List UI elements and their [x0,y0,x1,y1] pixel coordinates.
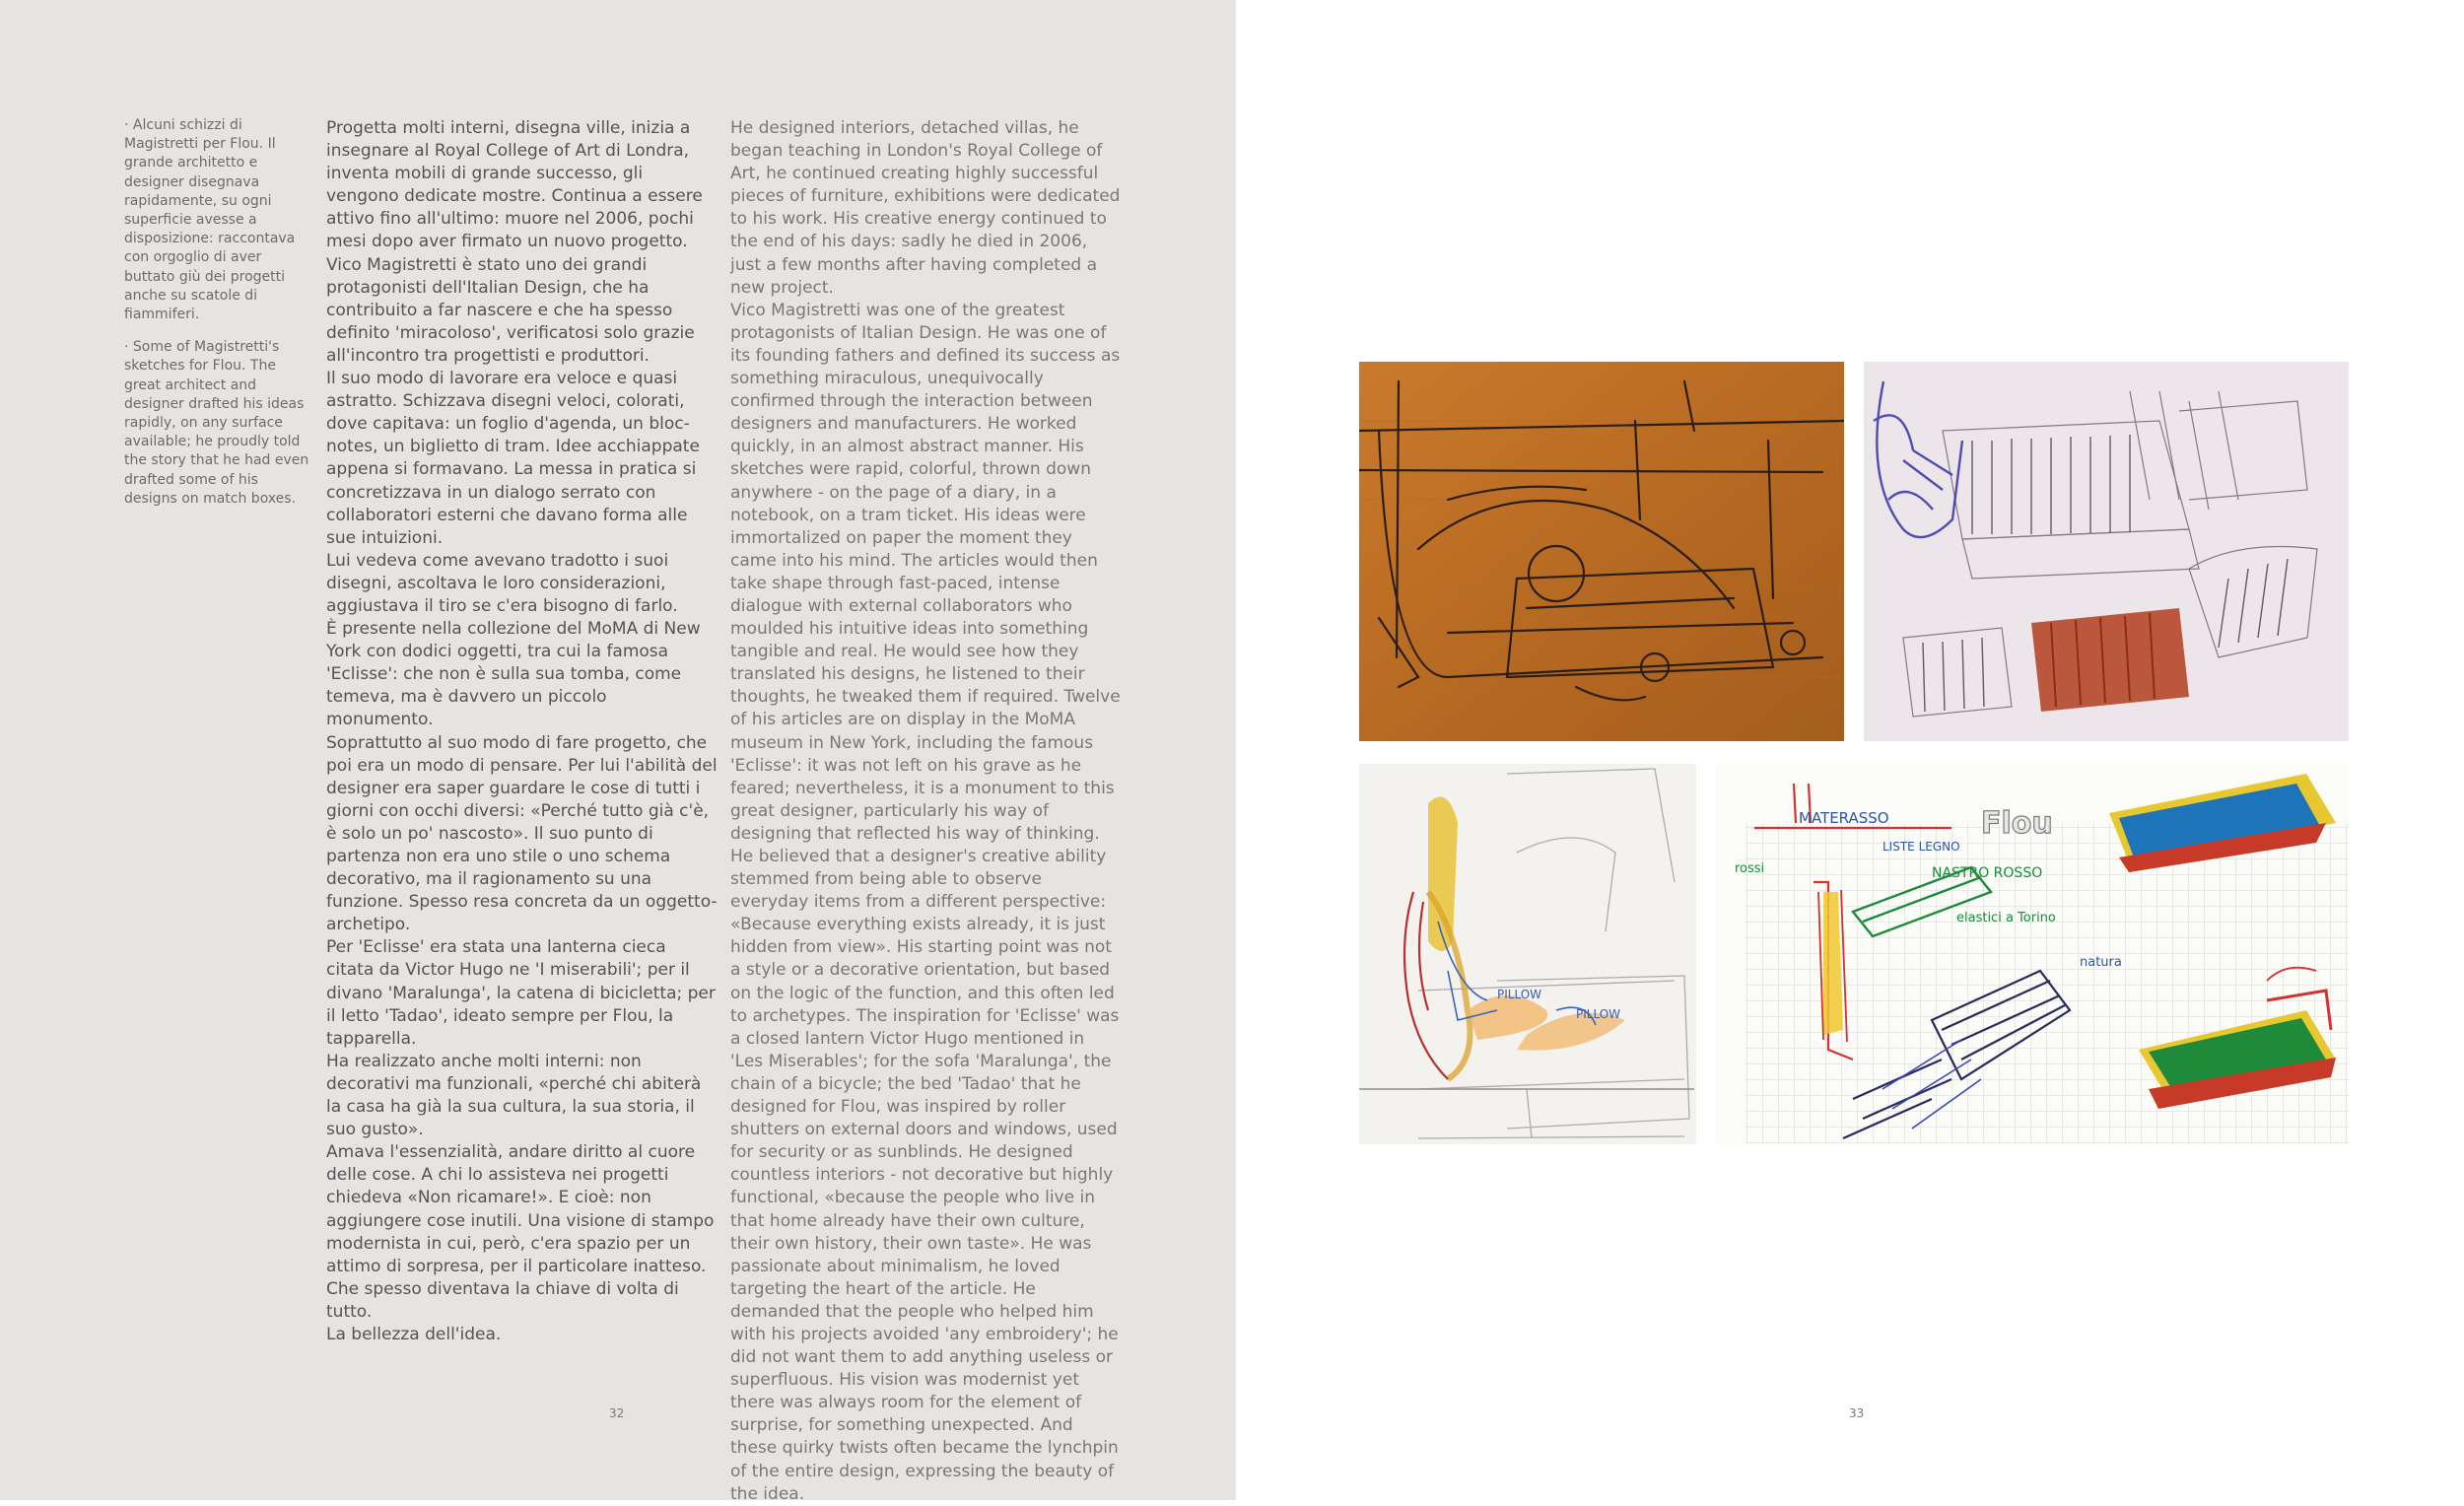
italian-paragraph: È presente nella collezione del MoMA di New York con dodici oggetti, tra cui la famosa 'Eclisse': che non è sulla sua tomba, come temeva, ma è davvero un piccolo monumento. [326,619,701,730]
italian-paragraph: Progetta molti interni, disegna ville, inizia a insegnare al Royal College of Art di Londra, inventa mobili di grande successo, gli vengono dedicate mostre. Continua a essere attivo fino all'ultimo: muore nel 2006, pochi mesi dopo aver firmato un nuovo progetto. [326,118,703,252]
italian-paragraph: Per 'Eclisse' era stata una lanterna cieca citata da Victor Hugo ne 'I miserabili'; per il divano 'Maralunga', la catena di bicicletta; per il letto 'Tadao', ideato sempre per Flou, la tapparella. [326,937,716,1049]
flou-logo-sketch: Flou [1981,806,2053,841]
caption-english: · Some of Magistretti's sketches for Flou. The great architect and designer drafted his ideas rapidly, on any surface available; he proudly told the story that he had even drafted some of his designs on match boxes. [124,339,309,507]
sketch-armchairs [1864,362,2349,741]
page-number-left: 32 [609,1406,625,1420]
sketch-chair-on-cardboard [1359,362,1844,741]
image-caption [124,116,311,522]
italian-paragraph: La bellezza dell'idea. [326,1324,502,1344]
italian-paragraph: Lui vedeva come avevano tradotto i suoi disegni, ascoltava le loro considerazioni, aggiustava il tiro se c'era bisogno di farlo. [326,550,678,616]
bed-annotation: rossi [1735,861,1765,876]
pillow-annotation: PILLOW [1576,1007,1621,1021]
italian-text-column [326,117,719,1346]
bed-annotation: MATERASSO [1799,809,1889,827]
sketch-colorful-beds [1715,764,2349,1144]
caption-italian: · Alcuni schizzi di Magistretti per Flou. Il grande architetto e designer disegnava rapidamente, su ogni superficie avesse a disposizione: raccontava con orgoglio di aver buttato giù dei progetti anche su scatole di fiammiferi. [124,117,296,323]
english-text-column [730,117,1121,1506]
right-page [1236,0,2464,1500]
english-paragraph: He designed interiors, detached villas, he began teaching in London's Royal College of Art, he continued creating highly successful pieces of furniture, exhibitions were dedicated to his work. His creative energy continued to the end of his days: sadly he died in 2006, just a few months after having completed a new project. [730,118,1121,298]
italian-paragraph: Soprattutto al suo modo di fare progetto, che poi era un modo di pensare. Per lui l'abilità del designer era saper guardare le cose di tutti i giorni con occhi diversi: «Perché tutto già c'è, è solo un po' nascosto». Il suo punto di partenza non era uno stile o uno schema decorativo, ma il ragionamento su una funzione. Spesso resa concreta da un oggetto-archetipo. [326,732,718,935]
italian-paragraph: Il suo modo di lavorare era veloce e quasi astratto. Schizzava disegni veloci, colorati, dove capitava: un foglio d'agenda, un bloc-notes, un biglietto di tram. Idee acchiappate appena si formavano. La messa in pratica si concretizzava in un dialogo serrato con collaboratori esterni che davano forma alle sue intuizioni. [326,369,700,548]
page-number-right: 33 [1849,1406,1865,1420]
bed-annotation: LISTE LEGNO [1882,840,1960,854]
italian-paragraph: Amava l'essenzialità, andare diritto al cuore delle cose. A chi lo assisteva nei progetti chiedeva «Non ricamare!». E cioè: non aggiungere cose inutili. Una visione di stampo modernista in cui, però, c'era spazio per un attimo di sorpresa, per il particolare inatteso. Che spesso diventava la chiave di volta di tutto. [326,1142,715,1322]
italian-paragraph: Vico Magistretti è stato uno dei grandi protagonisti dell'Italian Design, che ha contribuito a far nascere e che ha spesso definito 'miracoloso', verificatosi solo grazie all'incontro tra progettisti e produttori. [326,254,695,366]
pillow-annotation: PILLOW [1497,988,1542,1001]
italian-paragraph: Ha realizzato anche molti interni: non decorativi ma funzionali, «perché chi abiterà la casa ha già la sua cultura, la sua storia, il suo gusto». [326,1051,702,1140]
sketch-pillow-chair [1359,764,1696,1144]
bed-annotation: elastici a Torino [1956,911,2056,925]
bed-annotation: NASTRO ROSSO [1932,865,2043,881]
bed-annotation: natura [2080,955,2122,970]
english-paragraph: Vico Magistretti was one of the greatest protagonists of Italian Design. He was one of its founding fathers and defined its success as something miraculous, unequivocally confirmed through the interaction between designers and manufacturers. He worked quickly, in an almost abstract manner. His sketches were rapid, colorful, thrown down anywhere - on the page of a diary, in a notebook, on a tram ticket. His ideas were immortalized on paper the moment they came into his mind. The articles would then take shape through fast-paced, intense dialogue with external collaborators who moulded his intuitive ideas into something tangible and real. He would see how they translated his designs, he listened to their thoughts, he tweaked them if required. Twelve of his articles are on display in the MoMA museum in New York, including the famous 'Eclisse': it was not left on his grave as he feared; nevertheless, it is a monument to this great designer, particularly his way of designing that reflected his way of thinking. He believed that a designer's creative ability stemmed from being able to observe everyday items from a different perspective: «Because everything exists already, it is just hidden from view». His starting point was not a style or a decorative orientation, but based on the logic of the function, and this often led to archetypes. The inspiration for 'Eclisse' was a closed lantern Victor Hugo mentioned in 'Les Miserables'; for the sofa 'Maralunga', the chain of a bicycle; the bed 'Tadao' that he designed for Flou, was inspired by roller shutters on external doors and windows, used for security or as sunblinds. He designed countless interiors - not decorative but highly functional, «because the people who live in that home already have their own culture, their own history, their own taste». He was passionate about minimalism, he loved targeting the heart of the article. He demanded that the people who helped him with his projects avoided 'any embroidery'; he did not want them to add anything useless or superfluous. His vision was modernist yet there was always room for the element of surprise, for something unexpected. And these quirky twists often became the lynchpin of the entire design, expressing the beauty of the idea. [730,300,1121,1504]
